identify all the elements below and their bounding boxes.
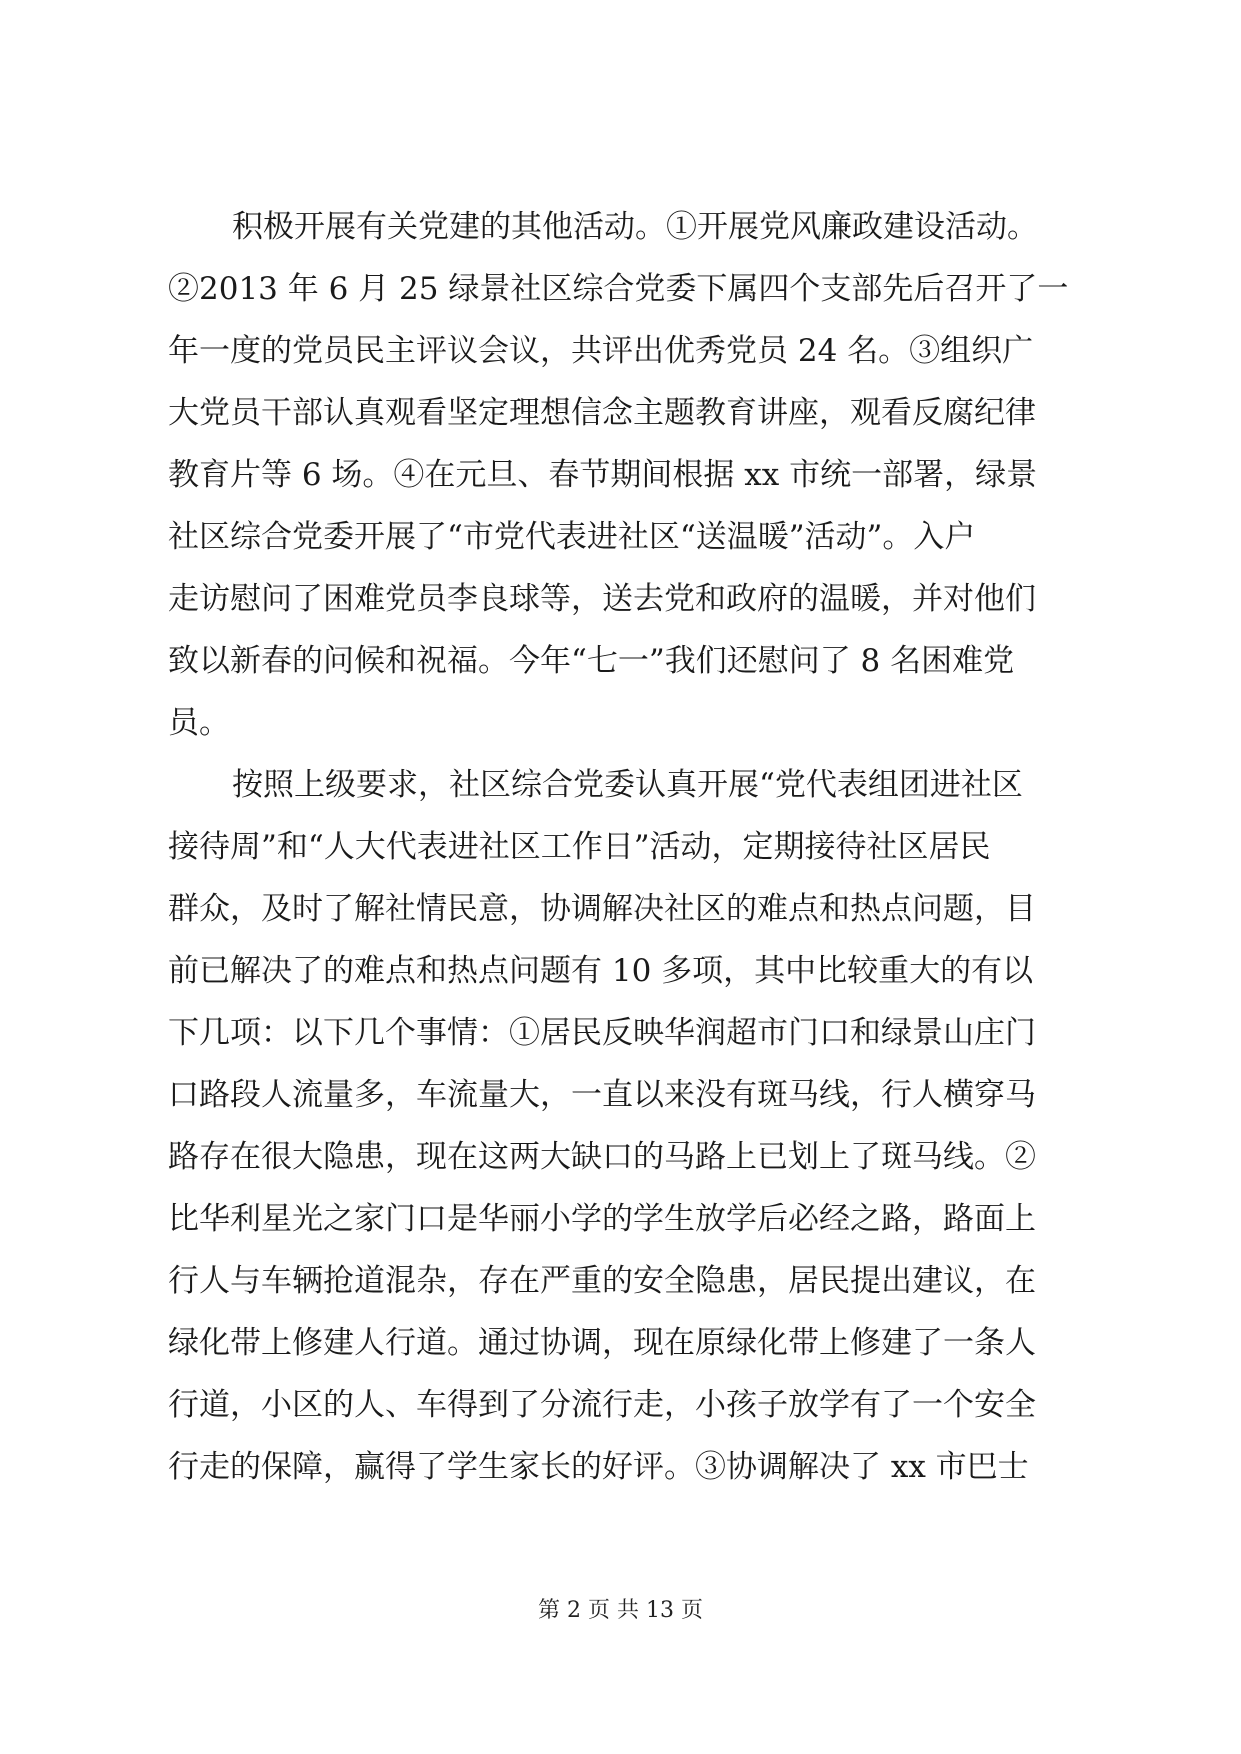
text-line: 积极开展有关党建的其他活动。①开展党风廉政建设活动。 <box>232 209 1038 245</box>
paragraph-party-building-activities <box>168 196 1080 754</box>
text-line: 大党员干部认真观看坚定理想信念主题教育讲座，观看反腐纪律 <box>168 395 1036 431</box>
text-line: ②2013 年 6 月 25 绿景社区综合党委下属四个支部先后召开了一 <box>168 271 1069 307</box>
text-line: 行人与车辆抢道混杂，存在严重的安全隐患，居民提出建议，在 <box>168 1263 1036 1299</box>
text-line: 路存在很大隐患，现在这两大缺口的马路上已划上了斑马线。② <box>168 1139 1036 1175</box>
text-line: 绿化带上修建人行道。通过协调，现在原绿化带上修建了一条人 <box>168 1325 1036 1361</box>
text-line: 口路段人流量多，车流量大，一直以来没有斑马线，行人横穿马 <box>168 1077 1036 1113</box>
text-line: 前已解决了的难点和热点问题有 10 多项，其中比较重大的有以 <box>168 953 1034 989</box>
text-line: 接待周”和“人大代表进社区工作日”活动，定期接待社区居民 <box>168 829 991 865</box>
text-line: 群众，及时了解社情民意，协调解决社区的难点和热点问题，目 <box>168 891 1036 927</box>
text-line: 社区综合党委开展了“市党代表进社区“送温暖”活动”。入户 <box>168 519 976 555</box>
page-number-footer: 第 2 页 共 13 页 <box>538 1598 703 1623</box>
text-line: 行道，小区的人、车得到了分流行走，小孩子放学有了一个安全 <box>168 1387 1036 1423</box>
text-line: 比华利星光之家门口是华丽小学的学生放学后必经之路，路面上 <box>168 1201 1036 1237</box>
text-line: 下几项：以下几个事情：①居民反映华润超市门口和绿景山庄门 <box>168 1015 1036 1051</box>
text-line: 教育片等 6 场。④在元旦、春节期间根据 xx 市统一部署，绿景 <box>168 457 1038 493</box>
text-line: 员。 <box>168 705 230 741</box>
text-line: 致以新春的问候和祝福。今年“七一”我们还慰问了 8 名困难党 <box>168 643 1015 679</box>
paragraph-community-reception <box>168 754 1080 1498</box>
text-line: 走访慰问了困难党员李良球等，送去党和政府的温暖，并对他们 <box>168 581 1036 617</box>
document-body <box>168 196 1080 1498</box>
text-line: 按照上级要求，社区综合党委认真开展“党代表组团进社区 <box>232 767 1023 803</box>
text-line: 年一度的党员民主评议会议，共评出优秀党员 24 名。③组织广 <box>168 333 1034 369</box>
text-line: 行走的保障，赢得了学生家长的好评。③协调解决了 xx 市巴士 <box>168 1449 1029 1485</box>
